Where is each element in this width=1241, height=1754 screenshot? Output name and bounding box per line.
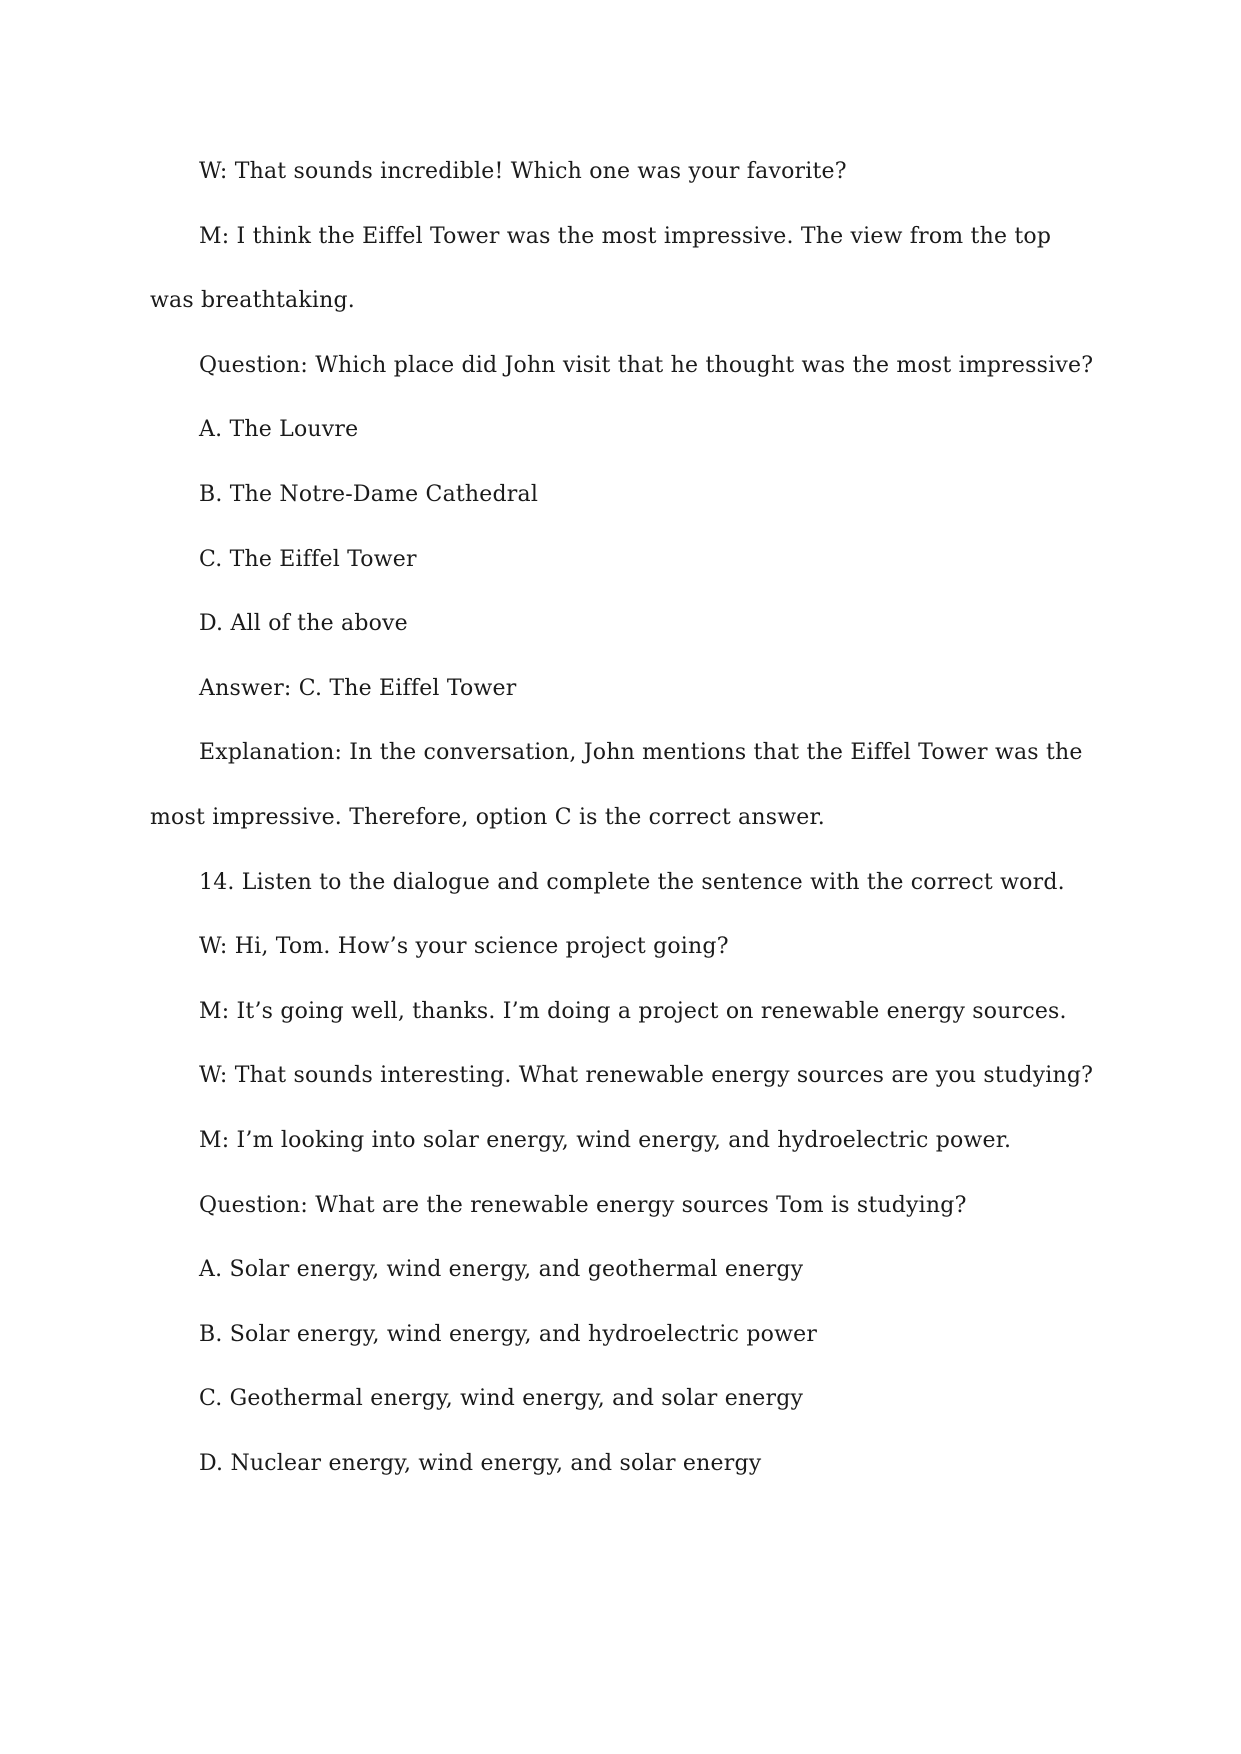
option-a: A. Solar energy, wind energy, and geothermal energy	[199, 1257, 804, 1283]
answer-text: Answer: C. The Eiffel Tower	[199, 675, 517, 701]
question-14-instruction: 14. Listen to the dialogue and complete the sentence with the correct word.	[199, 869, 1065, 895]
option-c: C. Geothermal energy, wind energy, and solar energy	[199, 1386, 804, 1412]
question-text: Question: What are the renewable energy sources Tom is studying?	[199, 1192, 967, 1218]
option-d: D. Nuclear energy, wind energy, and solar energy	[199, 1450, 762, 1476]
dialogue-line-woman: W: Hi, Tom. How’s your science project going?	[199, 934, 729, 960]
dialogue-line-man: M: I’m looking into solar energy, wind energy, and hydroelectric power.	[199, 1127, 1012, 1153]
option-b: B. The Notre-Dame Cathedral	[199, 481, 539, 507]
option-a: A. The Louvre	[199, 417, 359, 443]
option-b: B. Solar energy, wind energy, and hydroelectric power	[199, 1321, 818, 1347]
dialogue-line-man: M: I think the Eiffel Tower was the most impressive. The view from the top was breathtaking.	[150, 223, 1052, 314]
explanation-text: Explanation: In the conversation, John mentions that the Eiffel Tower was the most impressive. Therefore, option C is the correct answer.	[150, 740, 1083, 830]
question-text: Question: Which place did John visit that he thought was the most impressive?	[199, 352, 1094, 378]
document-body	[150, 140, 1094, 1496]
dialogue-line-woman: W: That sounds interesting. What renewable energy sources are you studying?	[199, 1063, 1094, 1089]
dialogue-line-man: M: It’s going well, thanks. I’m doing a project on renewable energy sources.	[199, 998, 1067, 1024]
dialogue-line-woman: W: That sounds incredible! Which one was your favorite?	[199, 159, 847, 184]
option-c: C. The Eiffel Tower	[199, 546, 417, 572]
option-d: D. All of the above	[199, 611, 408, 637]
